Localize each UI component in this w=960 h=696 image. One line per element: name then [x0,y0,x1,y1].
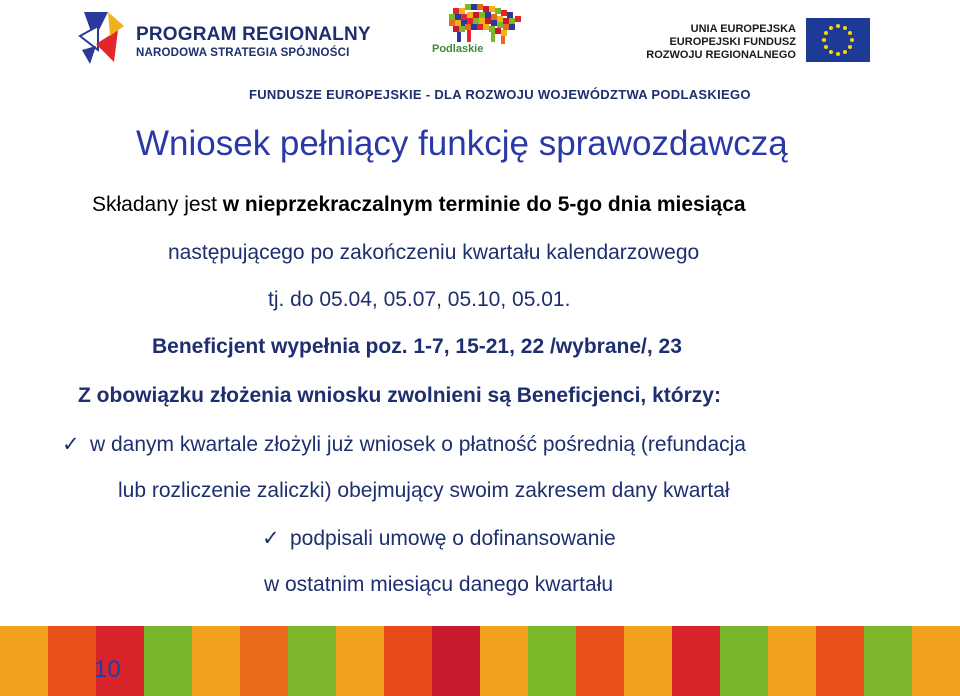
program-subtitle: NARODOWA STRATEGIA SPÓJNOŚCI [136,47,350,59]
line-beneficiary-fields: Beneficjent wypełnia poz. 1-7, 15-21, 22 /wybrane/, 23 [152,335,682,358]
color-stripe-segment [48,626,96,696]
list-item-2-text: podpisali umowę o dofinansowanie [290,527,616,550]
program-regionalny-logo-icon [78,6,126,68]
color-stripe-segment [192,626,240,696]
line-exemption: Z obowiązku złożenia wniosku zwolnieni są Beneficjenci, którzy: [78,384,721,407]
eu-label [646,23,796,62]
color-stripe-segment [624,626,672,696]
line-deadline-bold: w nieprzekraczalnym terminie do 5-go dnia miesiąca [222,193,746,216]
fundusze-banner: FUNDUSZE EUROPEJSKIE - DLA ROZWOJU WOJEWÓDZTWA PODLASKIEGO [249,87,751,102]
podlaskie-label: Podlaskie [432,43,484,55]
checkmark-icon: ✓ [62,433,80,456]
eu-flag-icon [806,18,870,62]
color-stripe-segment [720,626,768,696]
color-stripe-segment [288,626,336,696]
color-stripe-segment [576,626,624,696]
eu-line-2: EUROPEJSKI FUNDUSZ [669,36,796,48]
list-item-1-text: w danym kwartale złożyli już wniosek o płatność pośrednią (refundacja [90,433,746,456]
list-item-1-continuation: lub rozliczenie zaliczki) obejmujący swoim zakresem dany kwartał [118,479,730,502]
line-dates: tj. do 05.04, 05.07, 05.10, 05.01. [268,288,571,311]
line-following: następującego po zakończeniu kwartału kalendarzowego [168,241,700,264]
list-item-1 [62,432,746,457]
color-stripe-segment [480,626,528,696]
eu-line-1: UNIA EUROPEJSKA [690,23,796,35]
list-item-2 [262,526,616,551]
color-stripe-segment [864,626,912,696]
color-stripe-segment [672,626,720,696]
eu-line-3: ROZWOJU REGIONALNEGO [646,49,796,61]
color-stripe-segment [240,626,288,696]
color-stripe-segment [528,626,576,696]
slide-title: Wniosek pełniący funkcję sprawozdawczą [136,124,788,163]
color-stripe-segment [432,626,480,696]
color-stripe-segment [768,626,816,696]
color-stripe-segment [336,626,384,696]
line-deadline [92,193,746,217]
color-stripe-segment [816,626,864,696]
list-item-2-continuation: w ostatnim miesiącu danego kwartału [264,573,614,596]
line-deadline-prefix: Składany jest [92,193,223,216]
checkmark-icon: ✓ [262,527,280,550]
page-number: 10 [94,656,121,683]
color-stripe-segment [0,626,48,696]
color-stripe-segment [912,626,960,696]
color-stripe-footer [0,626,960,696]
color-stripe-segment [384,626,432,696]
program-title: PROGRAM REGIONALNY [136,24,371,45]
header [0,0,960,110]
color-stripe-segment [144,626,192,696]
